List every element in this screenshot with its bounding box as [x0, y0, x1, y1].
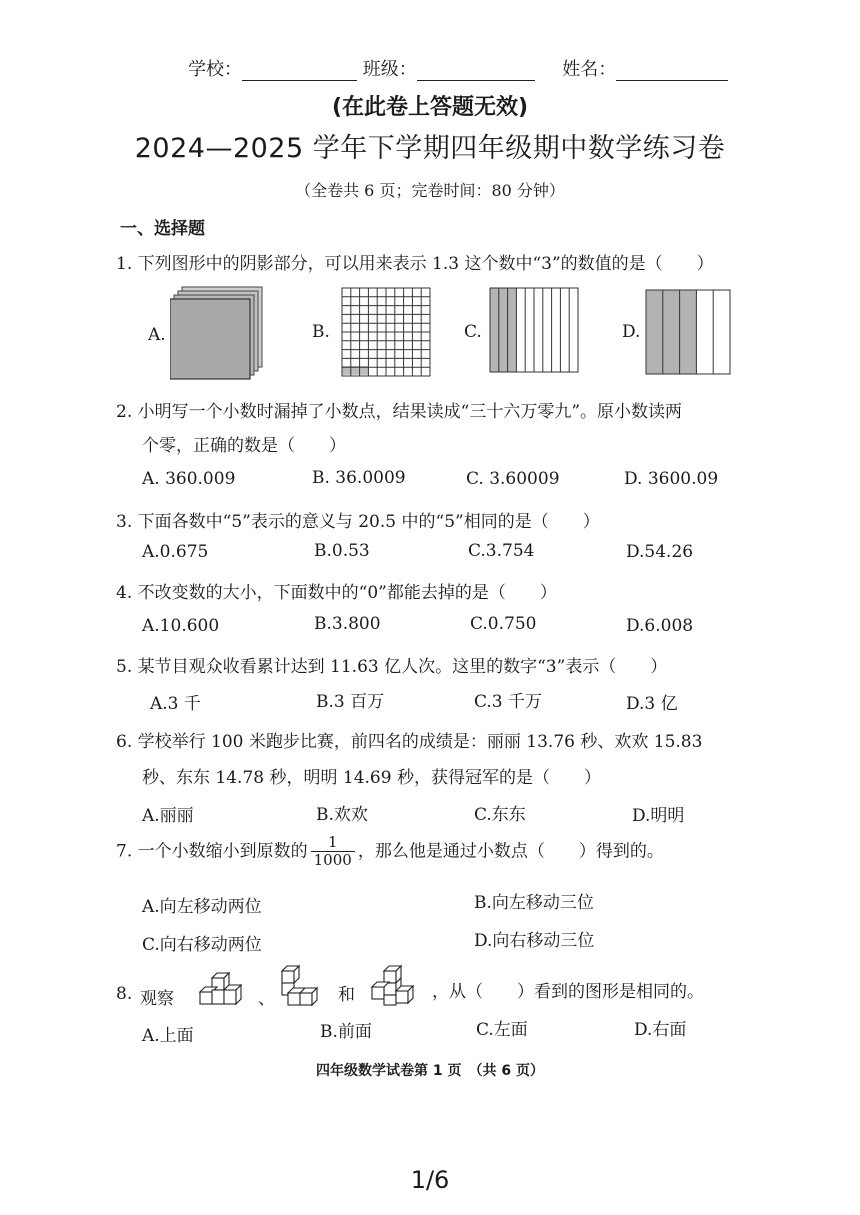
q1-option-c-label[interactable]: C. [464, 322, 482, 342]
question-8-text-and: 和 [338, 985, 355, 1005]
class-blank[interactable] [417, 62, 535, 81]
question-8-text-rest: ，从（ ）看到的图形是相同的。 [432, 982, 704, 1002]
figure-d-fifth-strips [645, 289, 731, 375]
exam-subtitle: （全卷共 6 页；完卷时间：80 分钟） [295, 181, 565, 200]
q8-option-c[interactable]: C.左面 [476, 1020, 528, 1040]
q6-option-a[interactable]: A.丽丽 [142, 806, 194, 826]
q8-option-d[interactable]: D.右面 [634, 1020, 687, 1040]
q3-option-b[interactable]: B.0.53 [314, 541, 370, 561]
fraction: $\frac{1}{1000}$ [311, 834, 355, 870]
q5-option-b[interactable]: B.3 百万 [316, 692, 385, 712]
school-blank[interactable] [242, 62, 357, 81]
question-2-line2: 个零，正确的数是（ ） [142, 436, 346, 456]
question-2-line1: 2. 小明写一个小数时漏掉了小数点，结果读成“三十六万零九”。原小数读两 [116, 402, 683, 422]
q7-option-a[interactable]: A.向左移动两位 [142, 897, 262, 917]
page-number: 1/6 [410, 1166, 450, 1194]
figure-c-tenth-strips [489, 287, 579, 373]
student-info-line [188, 55, 728, 81]
question-4: 4. 不改变数的大小，下面数中的“0”都能去掉的是（ ） [116, 583, 557, 603]
class-label: 班级： [362, 59, 417, 80]
q3-option-a[interactable]: A.0.675 [142, 542, 209, 562]
q2-option-d[interactable]: D. 3600.09 [624, 469, 719, 489]
q7-option-c[interactable]: C.向右移动两位 [142, 935, 262, 955]
q1-option-b-label[interactable]: B. [312, 322, 330, 342]
q7-option-d[interactable]: D.向右移动三位 [474, 931, 595, 951]
q6-option-d[interactable]: D.明明 [632, 806, 685, 826]
question-8-text-observe: 观察 [140, 989, 174, 1009]
q4-option-b[interactable]: B.3.800 [314, 614, 381, 634]
question-6-line1: 6. 学校举行 100 米跑步比赛，前四名的成绩是：丽丽 13.76 秒、欢欢 15.83 [116, 732, 703, 752]
question-8-separator: 、 [258, 989, 275, 1009]
q5-option-c[interactable]: C.3 千万 [474, 692, 543, 712]
exam-title: 2024—2025 学年下学期四年级期中数学练习卷 [134, 133, 726, 164]
q3-option-c[interactable]: C.3.754 [468, 541, 535, 561]
question-1: 1. 下列图形中的阴影部分，可以用来表示 1.3 这个数中“3”的数值的是（ ） [116, 254, 714, 274]
q6-option-b[interactable]: B.欢欢 [316, 805, 368, 825]
name-label: 姓名： [562, 59, 617, 80]
q8-option-a[interactable]: A.上面 [142, 1026, 194, 1046]
cube-stack-3 [370, 963, 414, 1009]
name-blank[interactable] [616, 62, 728, 81]
q1-option-d-label: D. [622, 322, 641, 342]
q2-option-c[interactable]: C. 3.60009 [466, 469, 560, 489]
q5-option-a[interactable]: A.3 千 [150, 694, 201, 714]
figure-b-hundred-grid [341, 287, 431, 377]
q2-option-a[interactable]: A. 360.009 [142, 469, 236, 489]
section-heading: 一、选择题 [120, 219, 205, 239]
q3-option-d[interactable]: D.54.26 [626, 542, 694, 562]
page-footer: 四年级数学试卷第 1 页 （共 6 页） [316, 1063, 544, 1079]
question-3: 3. 下面各数中“5”表示的意义与 20.5 中的“5”相同的是（ ） [116, 512, 600, 532]
q8-option-b[interactable]: B.前面 [320, 1022, 372, 1042]
q4-option-d[interactable]: D.6.008 [626, 616, 694, 636]
school-label: 学校： [188, 59, 242, 80]
exam-notice: (在此卷上答题无效) [331, 95, 529, 120]
q1-option-a-label[interactable]: A. [148, 325, 166, 345]
q4-option-a[interactable]: A.10.600 [142, 616, 220, 636]
question-5: 5. 某节目观众收看累计达到 11.63 亿人次。这里的数字“3”表示（ ） [116, 657, 668, 677]
cube-stack-2 [278, 963, 322, 1009]
question-7: 7. 一个小数缩小到原数的 $\frac{1}{1000}$ ，那么他是通过小数点（ ）得到的。 [116, 833, 664, 870]
q4-option-c[interactable]: C.0.750 [470, 614, 537, 634]
q7-option-b[interactable]: B.向左移动三位 [474, 893, 594, 913]
question-6-line2: 秒、东东 14.78 秒，明明 14.69 秒，获得冠军的是（ ） [142, 768, 601, 788]
q2-option-b[interactable]: B. 36.0009 [312, 468, 406, 488]
q5-option-d[interactable]: D.3 亿 [626, 694, 678, 714]
q6-option-c[interactable]: C.东东 [474, 805, 526, 825]
figure-a-stacked-squares [170, 285, 266, 385]
question-8-number: 8. [116, 984, 133, 1004]
cube-stack-1 [198, 968, 242, 1008]
